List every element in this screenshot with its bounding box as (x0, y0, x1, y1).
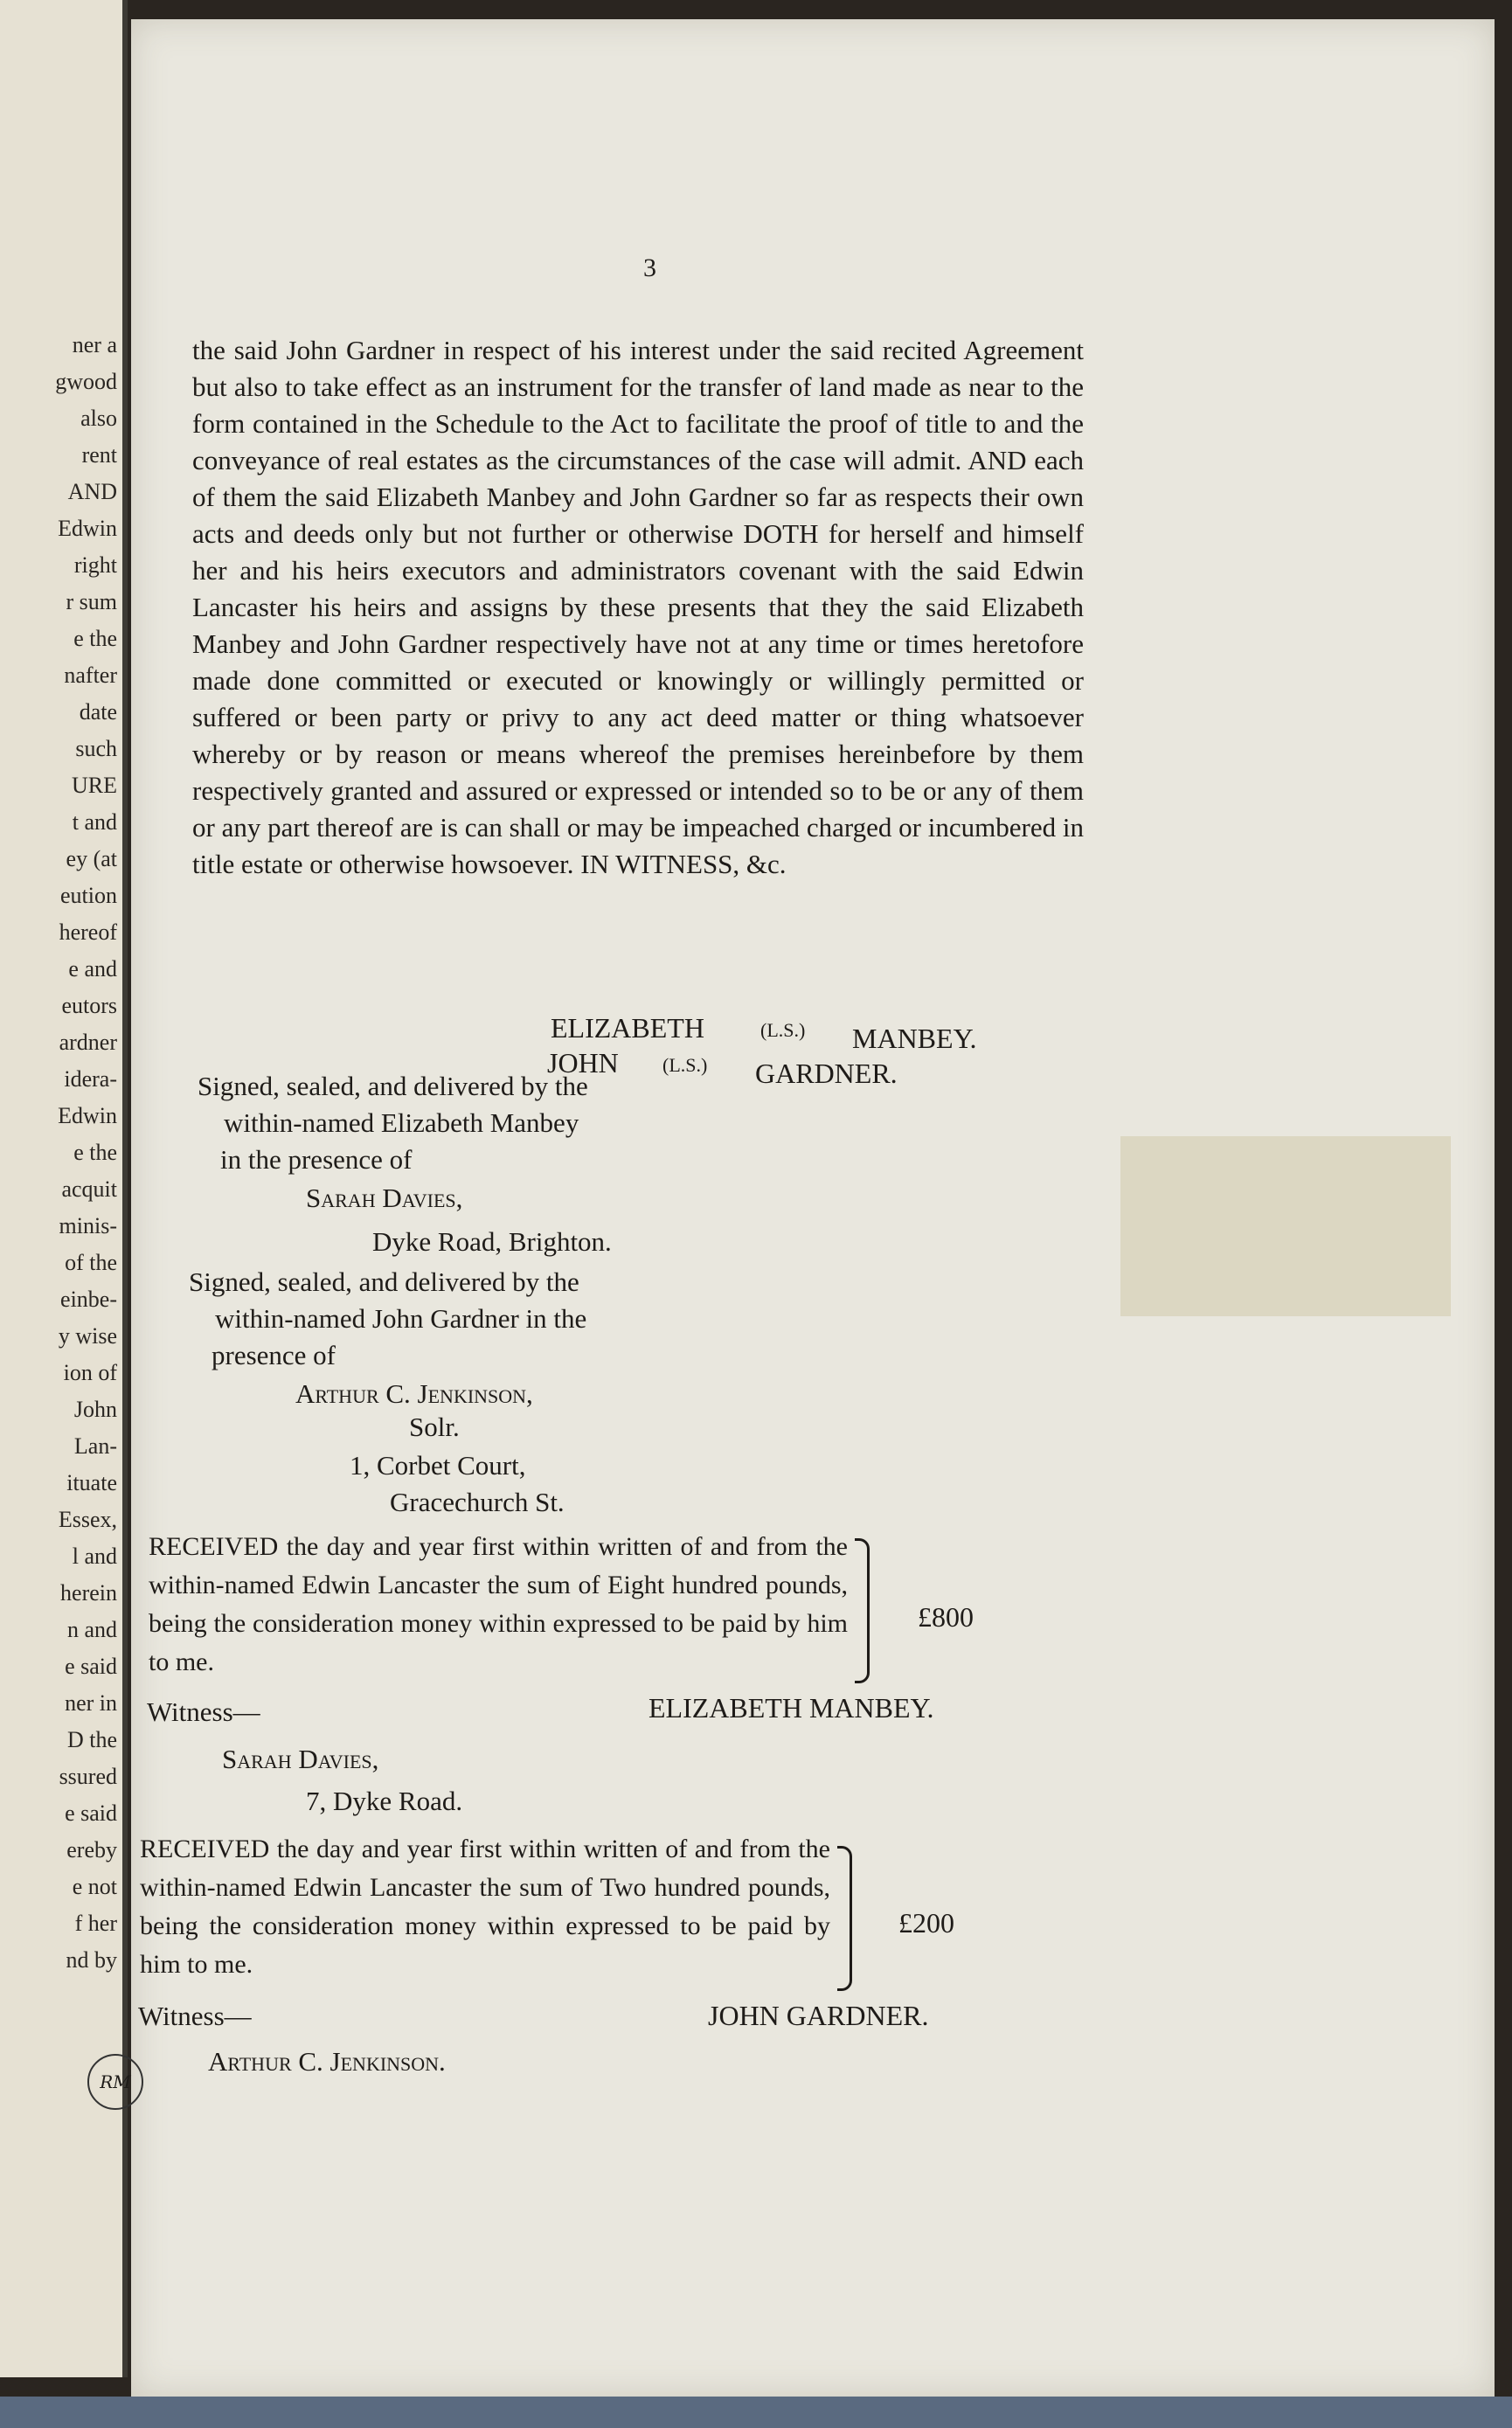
left-page-line: ardner (59, 1030, 117, 1055)
handwritten-mark: RM (87, 2054, 143, 2110)
attestation-line: Signed, sealed, and delivered by the (198, 1071, 588, 1101)
brace (837, 1846, 852, 1991)
receipt-signatory: ELIZABETH MANBEY. (648, 1692, 934, 1724)
left-page-line: ssured (59, 1764, 117, 1789)
witness-title: Solr. (409, 1412, 460, 1442)
receipt-text: RECEIVED the day and year first within written of and from the within-named Edwin Lancaster the sum of Eight hundred pounds, being the consideration money within expressed to be paid by him to me. (149, 1532, 848, 1676)
witness-name: Arthur C. Jenkinson. (208, 2046, 446, 2077)
left-page-line: minis- (59, 1213, 117, 1238)
attestation-line: Signed, sealed, and delivered by the (189, 1266, 579, 1297)
left-page-line: nd by (66, 1947, 117, 1973)
witness-address: 7, Dyke Road. (306, 1786, 463, 1816)
seal-mark-2: (L.S.) (662, 1054, 708, 1076)
witness-name: Sarah Davies, (306, 1183, 463, 1213)
tape-patch (1120, 1136, 1451, 1316)
left-page-line: y wise (58, 1323, 117, 1349)
witness-address: Dyke Road, Brighton. (372, 1226, 612, 1257)
left-page-line: ey (at (66, 846, 117, 871)
left-page-line: of the (65, 1250, 117, 1275)
left-page-line: such (75, 736, 117, 761)
left-page-line: Lan- (73, 1433, 117, 1459)
left-page-line: ereby (66, 1837, 117, 1863)
receipt-text: RECEIVED the day and year first within written of and from the within-named Edwin Lancaster the sum of Two hundred pounds, being the consideration money within expressed to be paid by him to me. (140, 1835, 830, 1979)
left-page-line: n and (66, 1617, 117, 1642)
left-page-line: e the (73, 626, 117, 651)
signature-elizabeth-first: ELIZABETH (551, 1012, 704, 1044)
seal-mark-1: (L.S.) (760, 1019, 806, 1041)
left-page-line: einbe- (60, 1287, 117, 1312)
witness-name: Sarah Davies, (222, 1744, 379, 1774)
brace (855, 1538, 870, 1683)
attestation-line: in the presence of (220, 1144, 413, 1175)
left-page-line: t and (72, 809, 117, 835)
left-page-line: e the (73, 1140, 117, 1165)
signature-john-first: JOHN (547, 1047, 619, 1079)
left-page-line: nafter (64, 662, 117, 688)
attestation-line: within-named John Gardner in the (215, 1303, 587, 1334)
left-page-line: John (73, 1397, 117, 1422)
receipt-signatory: JOHN GARDNER. (708, 2000, 929, 2031)
left-page-line: eution (60, 883, 117, 908)
left-page-line: ituate (66, 1470, 117, 1495)
left-page-line: e not (72, 1874, 117, 1899)
left-page-line: Edwin (58, 516, 117, 541)
receipt-amount: £200 (898, 1907, 954, 1939)
left-page-line: e said (65, 1800, 117, 1826)
left-page-line: ion of (63, 1360, 117, 1385)
witness-label: Witness— (138, 2001, 252, 2031)
witness-label: Witness— (147, 1696, 260, 1727)
left-page-line: right (73, 552, 117, 578)
left-page-line: URE (72, 773, 117, 798)
left-page-line: l and (72, 1544, 117, 1569)
left-page-line: ner in (65, 1690, 117, 1716)
left-page-line: e said (65, 1654, 117, 1679)
attestation-line: presence of (212, 1340, 336, 1370)
left-page-line: Edwin (58, 1103, 117, 1128)
left-page-line: f her (74, 1911, 117, 1936)
left-facing-page (0, 0, 128, 2377)
left-page-line: eutors (61, 993, 117, 1018)
witness-address: Gracechurch St. (390, 1487, 565, 1517)
left-page-line: hereof (59, 919, 117, 945)
receipt-amount: £800 (918, 1601, 974, 1633)
left-page-line: gwood (55, 369, 117, 394)
left-page-line: ner a (72, 332, 117, 357)
left-page-line: idera- (64, 1066, 117, 1092)
page-number: 3 (643, 253, 656, 282)
left-page-line: rent (81, 442, 117, 468)
left-page-line: acquit (61, 1176, 117, 1202)
left-page-line: D the (66, 1727, 117, 1752)
witness-name: Arthur C. Jenkinson, (295, 1378, 533, 1409)
left-page-line: AND (67, 479, 117, 504)
body-paragraph: the said John Gardner in respect of his interest under the said recited Agreement but also to take effect as an instrument for the transfer of land made as near to the form contained in the Schedule to the Act to facilitate the proof of title to and the conveyance of real estates as the circumstances of the case will admit. AND each of them the said Elizabeth Manbey and John Gardner so far as respects their own acts and deeds only but not further or otherwise DOTH for herself and himself her and his heirs executors and administrators covenant with the said Edwin Lancaster his heirs and assigns by these presents that they the said Elizabeth Manbey and John Gardner respectively have not at any time or times heretofore made done committed or executed or knowingly or willingly permitted or suffered or been party or privy to any act deed matter or thing whatsoever whereby or by reason or means whereof the premises hereinbefore by them respectively granted and assured or expressed or intended so to be or any of them or any part thereof are is can shall or may be impeached charged or incumbered in title estate or otherwise howsoever. IN WITNESS, &c. (192, 335, 1084, 879)
left-page-line: also (80, 406, 117, 431)
signature-elizabeth-last: MANBEY. (852, 1023, 977, 1054)
left-page-line: Essex, (58, 1507, 117, 1532)
bottom-strip (0, 2397, 1512, 2428)
signature-john-last: GARDNER. (755, 1058, 898, 1089)
witness-address: 1, Corbet Court, (350, 1450, 526, 1481)
attestation-line: within-named Elizabeth Manbey (224, 1107, 579, 1138)
left-page-line: e and (68, 956, 117, 982)
left-page-line: herein (60, 1580, 117, 1606)
left-page-line: date (79, 699, 117, 725)
left-page-line: r sum (66, 589, 117, 614)
